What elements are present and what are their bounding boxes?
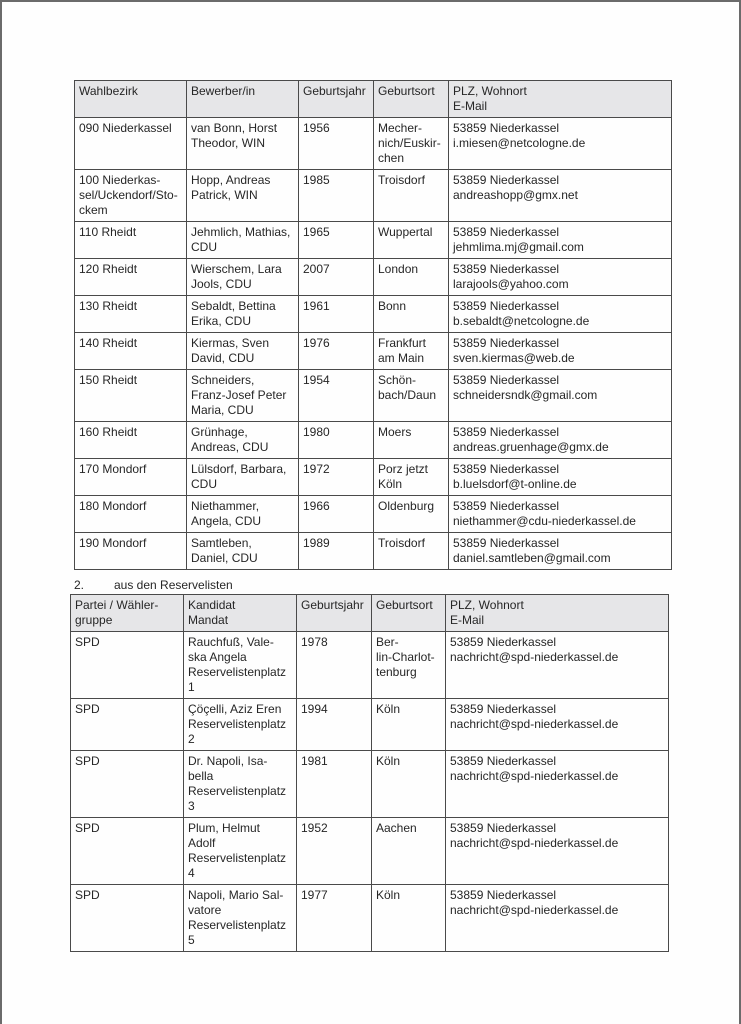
wohnort: 53859 Niederkassel bbox=[453, 225, 560, 239]
header-bewerber bbox=[187, 81, 299, 118]
cell-wohnort-email bbox=[446, 885, 669, 952]
cell-text-line: Bewerber/in bbox=[191, 84, 256, 98]
cell-text-line: CDU bbox=[191, 477, 217, 491]
cell-text-line: 130 Rheidt bbox=[79, 299, 138, 313]
cell-text-line: vatore bbox=[188, 903, 222, 917]
email-address: b.luelsdorf@t-online.de bbox=[453, 477, 577, 491]
cell-text-line: Dr. Napoli, Isa- bbox=[188, 754, 268, 768]
cell-text-line: Patrick, WIN bbox=[191, 188, 258, 202]
cell-geburtsjahr: 1966 bbox=[299, 496, 374, 533]
cell-geburtsort bbox=[374, 259, 449, 296]
cell-text-line: Plum, Helmut bbox=[188, 821, 261, 835]
cell-wohnort-email bbox=[449, 459, 672, 496]
wohnort: 53859 Niederkassel bbox=[450, 635, 557, 649]
cell-geburtsjahr: 1994 bbox=[297, 699, 372, 751]
email-address: nachricht@spd-niederkassel.de bbox=[450, 717, 619, 731]
table-header-row bbox=[75, 81, 672, 118]
cell-text-line: 1 bbox=[188, 680, 195, 694]
cell-partei: SPD bbox=[71, 632, 184, 699]
cell-bewerber bbox=[187, 118, 299, 170]
cell-geburtsort bbox=[374, 459, 449, 496]
cell-text-line: Reservelistenplatz bbox=[188, 717, 287, 731]
cell-bewerber bbox=[187, 259, 299, 296]
cell-text-line: 5 bbox=[188, 933, 195, 947]
email-address: nachricht@spd-niederkassel.de bbox=[450, 836, 619, 850]
cell-bewerber bbox=[187, 422, 299, 459]
cell-wahlbezirk bbox=[75, 496, 187, 533]
cell-text-line: E-Mail bbox=[453, 99, 488, 113]
wohnort: 53859 Niederkassel bbox=[453, 173, 560, 187]
cell-text-line: Çöçelli, Aziz Eren bbox=[188, 702, 282, 716]
cell-wohnort-email bbox=[449, 259, 672, 296]
cell-text-line: Reservelistenplatz bbox=[188, 851, 287, 865]
candidates-table-reservelisten bbox=[70, 594, 669, 952]
cell-kandidat bbox=[184, 818, 297, 885]
cell-wahlbezirk bbox=[75, 533, 187, 570]
cell-text-line: Troisdorf bbox=[378, 173, 425, 187]
cell-geburtsjahr: 1989 bbox=[299, 533, 374, 570]
wohnort: 53859 Niederkassel bbox=[453, 536, 560, 550]
cell-partei: SPD bbox=[71, 751, 184, 818]
cell-text-line: Franz-Josef Peter bbox=[191, 388, 287, 402]
table-row bbox=[75, 333, 672, 370]
cell-wohnort-email bbox=[446, 818, 669, 885]
table-header-row bbox=[71, 595, 669, 632]
cell-text-line: David, CDU bbox=[191, 351, 255, 365]
cell-wohnort-email bbox=[449, 118, 672, 170]
cell-text-line: Wahlbezirk bbox=[79, 84, 138, 98]
table-row bbox=[75, 170, 672, 222]
cell-text-line: Kandidat bbox=[188, 598, 236, 612]
cell-text-line: Oldenburg bbox=[378, 499, 435, 513]
cell-text-line: Geburtsort bbox=[378, 84, 435, 98]
cell-text-line: Moers bbox=[378, 425, 412, 439]
cell-text-line: Wierschem, Lara bbox=[191, 262, 282, 276]
cell-geburtsjahr: 2007 bbox=[299, 259, 374, 296]
cell-geburtsort bbox=[372, 818, 446, 885]
cell-geburtsort bbox=[374, 496, 449, 533]
cell-text-line: 4 bbox=[188, 866, 195, 880]
cell-text-line: Geburtsort bbox=[376, 598, 433, 612]
cell-text-line: Frankfurt bbox=[378, 336, 427, 350]
table-body bbox=[71, 632, 669, 952]
cell-text-line: Wuppertal bbox=[378, 225, 433, 239]
cell-text-line: E-Mail bbox=[450, 613, 485, 627]
cell-geburtsjahr: 1981 bbox=[297, 751, 372, 818]
cell-wohnort-email bbox=[449, 333, 672, 370]
cell-text-line: Erika, CDU bbox=[191, 314, 252, 328]
email-address: nachricht@spd-niederkassel.de bbox=[450, 650, 619, 664]
cell-text-line: Porz jetzt bbox=[378, 462, 429, 476]
cell-text-line: 150 Rheidt bbox=[79, 373, 138, 387]
candidates-table-wahlbezirke bbox=[74, 80, 672, 570]
email-address: i.miesen@netcologne.de bbox=[453, 136, 586, 150]
header-wahlbezirk bbox=[75, 81, 187, 118]
cell-bewerber bbox=[187, 533, 299, 570]
header-geburtsjahr bbox=[297, 595, 372, 632]
email-address: andreas.gruenhage@gmx.de bbox=[453, 440, 609, 454]
wohnort: 53859 Niederkassel bbox=[453, 121, 560, 135]
wohnort: 53859 Niederkassel bbox=[450, 888, 557, 902]
cell-geburtsjahr: 1954 bbox=[299, 370, 374, 422]
section-title: aus den Reservelisten bbox=[114, 578, 233, 592]
table-row bbox=[75, 296, 672, 333]
cell-text-line: Schön- bbox=[378, 373, 417, 387]
cell-text-line: Mecher- bbox=[378, 121, 423, 135]
email-address: jehmlima.mj@gmail.com bbox=[453, 240, 584, 254]
cell-wahlbezirk bbox=[75, 296, 187, 333]
table-row bbox=[71, 818, 669, 885]
cell-geburtsjahr: 1977 bbox=[297, 885, 372, 952]
email-address: larajools@yahoo.com bbox=[453, 277, 569, 291]
cell-text-line: Daniel, CDU bbox=[191, 551, 258, 565]
cell-geburtsjahr: 1978 bbox=[297, 632, 372, 699]
cell-text-line: Reservelistenplatz bbox=[188, 918, 287, 932]
cell-geburtsort bbox=[374, 333, 449, 370]
cell-text-line: PLZ, Wohnort bbox=[450, 598, 524, 612]
table-row bbox=[75, 533, 672, 570]
wohnort: 53859 Niederkassel bbox=[453, 462, 560, 476]
email-address: schneidersndk@gmail.com bbox=[453, 388, 598, 402]
cell-geburtsort bbox=[374, 170, 449, 222]
cell-geburtsjahr: 1956 bbox=[299, 118, 374, 170]
cell-geburtsort bbox=[374, 118, 449, 170]
cell-wahlbezirk bbox=[75, 422, 187, 459]
cell-wohnort-email bbox=[449, 222, 672, 259]
cell-wahlbezirk bbox=[75, 170, 187, 222]
cell-text-line: chen bbox=[378, 151, 405, 165]
wohnort: 53859 Niederkassel bbox=[450, 821, 557, 835]
cell-geburtsort bbox=[374, 296, 449, 333]
cell-text-line: Reservelistenplatz bbox=[188, 665, 287, 679]
cell-wohnort-email bbox=[446, 699, 669, 751]
table-body bbox=[75, 118, 672, 570]
cell-text-line: nich/Euskir- bbox=[378, 136, 441, 150]
cell-text-line: 170 Mondorf bbox=[79, 462, 147, 476]
cell-text-line: London bbox=[378, 262, 419, 276]
cell-text-line: ckem bbox=[79, 203, 108, 217]
table-row bbox=[71, 699, 669, 751]
cell-bewerber bbox=[187, 222, 299, 259]
wohnort: 53859 Niederkassel bbox=[453, 373, 560, 387]
cell-geburtsort bbox=[372, 885, 446, 952]
cell-partei: SPD bbox=[71, 818, 184, 885]
cell-text-line: 190 Mondorf bbox=[79, 536, 147, 550]
cell-text-line: CDU bbox=[191, 240, 217, 254]
wohnort: 53859 Niederkassel bbox=[450, 702, 557, 716]
cell-geburtsort bbox=[372, 699, 446, 751]
cell-geburtsort bbox=[374, 370, 449, 422]
cell-bewerber bbox=[187, 296, 299, 333]
cell-text-line: Sebaldt, Bettina bbox=[191, 299, 276, 313]
cell-text-line: Jehmlich, Mathias, bbox=[191, 225, 291, 239]
section-heading-reservelisten bbox=[74, 578, 233, 592]
cell-text-line: bella bbox=[188, 769, 214, 783]
cell-text-line: Mandat bbox=[188, 613, 229, 627]
cell-text-line: sel/Uckendorf/Sto- bbox=[79, 188, 178, 202]
cell-text-line: Köln bbox=[376, 702, 401, 716]
cell-text-line: Angela, CDU bbox=[191, 514, 262, 528]
cell-text-line: Rauchfuß, Vale- bbox=[188, 635, 274, 649]
cell-text-line: Hopp, Andreas bbox=[191, 173, 271, 187]
email-address: sven.kiermas@web.de bbox=[453, 351, 575, 365]
cell-bewerber bbox=[187, 333, 299, 370]
cell-text-line: 3 bbox=[188, 799, 195, 813]
email-address: b.sebaldt@netcologne.de bbox=[453, 314, 590, 328]
cell-wohnort-email bbox=[449, 496, 672, 533]
wohnort: 53859 Niederkassel bbox=[453, 336, 560, 350]
table-row bbox=[71, 632, 669, 699]
cell-wohnort-email bbox=[449, 170, 672, 222]
cell-wahlbezirk bbox=[75, 118, 187, 170]
table-row bbox=[71, 751, 669, 818]
cell-text-line: Kiermas, Sven bbox=[191, 336, 270, 350]
cell-geburtsjahr: 1980 bbox=[299, 422, 374, 459]
header-geburtsort bbox=[372, 595, 446, 632]
header-kandidat bbox=[184, 595, 297, 632]
header-partei bbox=[71, 595, 184, 632]
cell-geburtsort bbox=[374, 222, 449, 259]
cell-text-line: 140 Rheidt bbox=[79, 336, 138, 350]
cell-geburtsjahr: 1965 bbox=[299, 222, 374, 259]
cell-text-line: Grünhage, bbox=[191, 425, 248, 439]
table-row bbox=[75, 496, 672, 533]
cell-text-line: Lülsdorf, Barbara, bbox=[191, 462, 287, 476]
cell-text-line: PLZ, Wohnort bbox=[453, 84, 527, 98]
table-row bbox=[75, 222, 672, 259]
cell-text-line: Napoli, Mario Sal- bbox=[188, 888, 284, 902]
table-row bbox=[75, 118, 672, 170]
cell-text-line: Partei / Wähler- bbox=[75, 598, 159, 612]
wohnort: 53859 Niederkassel bbox=[453, 425, 560, 439]
cell-text-line: 090 Niederkassel bbox=[79, 121, 172, 135]
wohnort: 53859 Niederkassel bbox=[453, 499, 560, 513]
cell-text-line: Troisdorf bbox=[378, 536, 425, 550]
cell-wohnort-email bbox=[446, 632, 669, 699]
cell-text-line: Aachen bbox=[376, 821, 417, 835]
cell-text-line: 100 Niederkas- bbox=[79, 173, 161, 187]
cell-text-line: Maria, CDU bbox=[191, 403, 254, 417]
table-row bbox=[71, 885, 669, 952]
cell-text-line: van Bonn, Horst bbox=[191, 121, 278, 135]
table-row bbox=[75, 259, 672, 296]
email-address: daniel.samtleben@gmail.com bbox=[453, 551, 611, 565]
cell-bewerber bbox=[187, 496, 299, 533]
cell-text-line: Köln bbox=[378, 477, 403, 491]
cell-partei: SPD bbox=[71, 885, 184, 952]
cell-wohnort-email bbox=[449, 422, 672, 459]
cell-wohnort-email bbox=[449, 533, 672, 570]
cell-partei: SPD bbox=[71, 699, 184, 751]
cell-kandidat bbox=[184, 632, 297, 699]
cell-text-line: Geburtsjahr bbox=[303, 84, 366, 98]
cell-text-line: Andreas, CDU bbox=[191, 440, 269, 454]
cell-bewerber bbox=[187, 170, 299, 222]
cell-geburtsort bbox=[374, 422, 449, 459]
header-wohnort-email bbox=[446, 595, 669, 632]
wohnort: 53859 Niederkassel bbox=[453, 262, 560, 276]
cell-text-line: lin-Charlot- bbox=[376, 650, 435, 664]
cell-text-line: ska Angela bbox=[188, 650, 247, 664]
wohnort: 53859 Niederkassel bbox=[450, 754, 557, 768]
cell-text-line: Schneiders, bbox=[191, 373, 255, 387]
cell-geburtsort bbox=[372, 751, 446, 818]
cell-text-line: Geburtsjahr bbox=[301, 598, 364, 612]
cell-kandidat bbox=[184, 751, 297, 818]
cell-kandidat bbox=[184, 885, 297, 952]
cell-geburtsjahr: 1985 bbox=[299, 170, 374, 222]
email-address: andreashopp@gmx.net bbox=[453, 188, 578, 202]
section-number: 2. bbox=[74, 578, 85, 592]
cell-text-line: Reservelistenplatz bbox=[188, 784, 287, 798]
cell-geburtsjahr: 1976 bbox=[299, 333, 374, 370]
cell-geburtsort bbox=[374, 533, 449, 570]
cell-text-line: Jools, CDU bbox=[191, 277, 252, 291]
cell-geburtsjahr: 1972 bbox=[299, 459, 374, 496]
cell-text-line: Köln bbox=[376, 888, 401, 902]
cell-text-line: tenburg bbox=[376, 665, 417, 679]
wohnort: 53859 Niederkassel bbox=[453, 299, 560, 313]
cell-text-line: Bonn bbox=[378, 299, 407, 313]
cell-text-line: gruppe bbox=[75, 613, 113, 627]
email-address: niethammer@cdu-niederkassel.de bbox=[453, 514, 636, 528]
cell-bewerber bbox=[187, 370, 299, 422]
cell-text-line: 2 bbox=[188, 732, 195, 746]
cell-text-line: 160 Rheidt bbox=[79, 425, 138, 439]
cell-geburtsjahr: 1961 bbox=[299, 296, 374, 333]
cell-geburtsjahr: 1952 bbox=[297, 818, 372, 885]
cell-wahlbezirk bbox=[75, 370, 187, 422]
email-address: nachricht@spd-niederkassel.de bbox=[450, 769, 619, 783]
cell-text-line: Samtleben, bbox=[191, 536, 252, 550]
header-wohnort-email bbox=[449, 81, 672, 118]
cell-geburtsort bbox=[372, 632, 446, 699]
cell-wahlbezirk bbox=[75, 459, 187, 496]
cell-text-line: Niethammer, bbox=[191, 499, 260, 513]
cell-text-line: Köln bbox=[376, 754, 401, 768]
cell-wahlbezirk bbox=[75, 259, 187, 296]
cell-text-line: 110 Rheidt bbox=[79, 225, 137, 239]
cell-wohnort-email bbox=[449, 296, 672, 333]
cell-kandidat bbox=[184, 699, 297, 751]
cell-wahlbezirk bbox=[75, 333, 187, 370]
cell-wohnort-email bbox=[446, 751, 669, 818]
cell-text-line: 120 Rheidt bbox=[79, 262, 138, 276]
header-geburtsort bbox=[374, 81, 449, 118]
cell-wohnort-email bbox=[449, 370, 672, 422]
header-geburtsjahr bbox=[299, 81, 374, 118]
cell-wahlbezirk bbox=[75, 222, 187, 259]
cell-text-line: Theodor, WIN bbox=[191, 136, 266, 150]
cell-bewerber bbox=[187, 459, 299, 496]
cell-text-line: 180 Mondorf bbox=[79, 499, 147, 513]
table-row bbox=[75, 422, 672, 459]
table-row bbox=[75, 370, 672, 422]
table-row bbox=[75, 459, 672, 496]
cell-text-line: bach/Daun bbox=[378, 388, 437, 402]
cell-text-line: Adolf bbox=[188, 836, 216, 850]
cell-text-line: am Main bbox=[378, 351, 425, 365]
email-address: nachricht@spd-niederkassel.de bbox=[450, 903, 619, 917]
cell-text-line: Ber- bbox=[376, 635, 399, 649]
